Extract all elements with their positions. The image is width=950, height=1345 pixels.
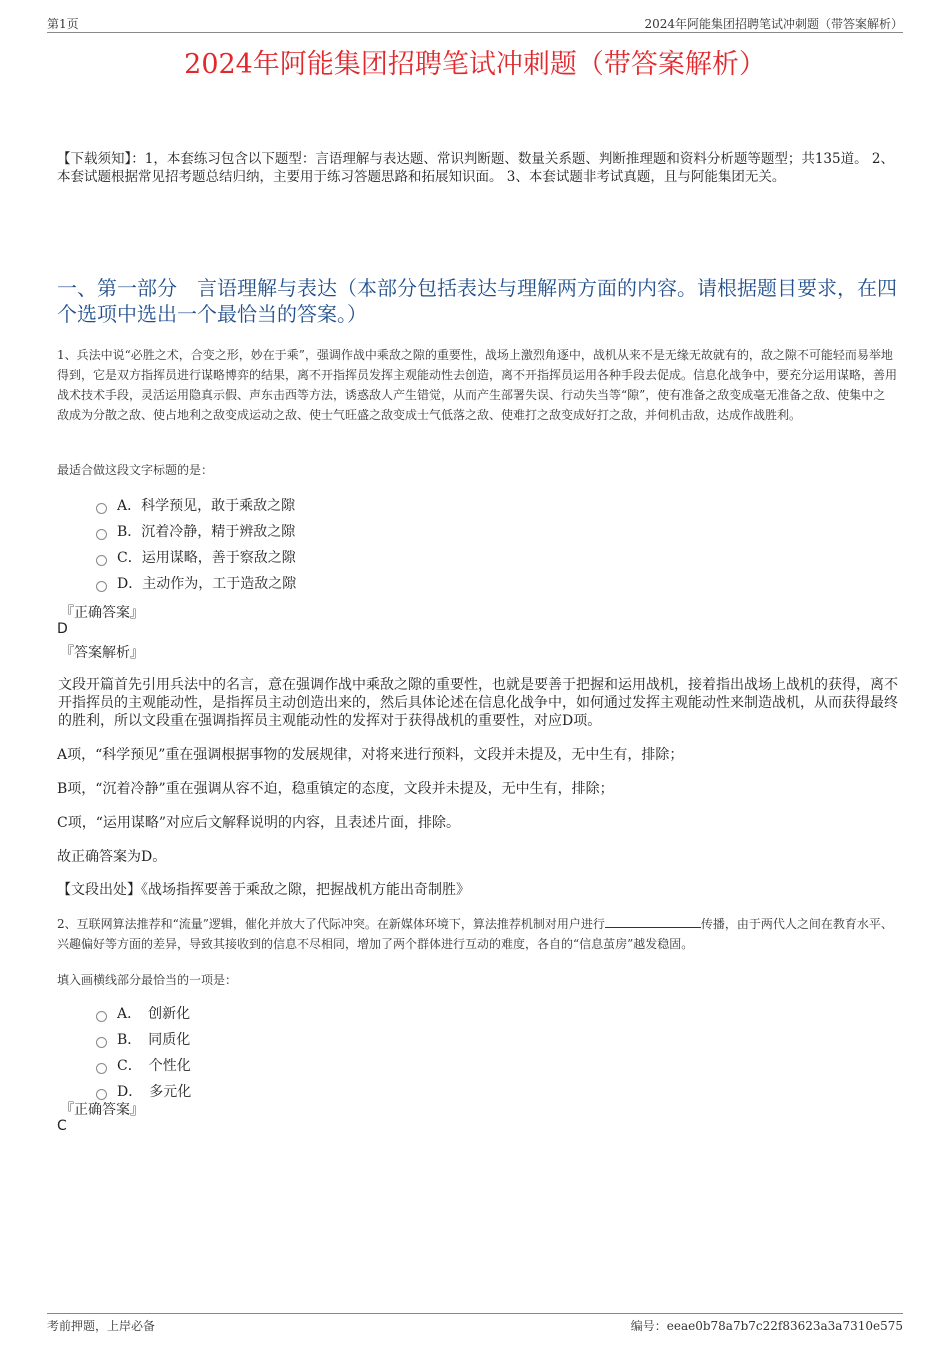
radio-icon[interactable]	[96, 503, 107, 514]
page-number: 第1页	[47, 17, 79, 31]
question-2-option-d[interactable]: D． 多元化	[96, 1079, 191, 1105]
question-1-analysis-label: 『答案解析』	[60, 645, 144, 661]
question-1-option-b[interactable]: B．沉着冷静，精于辨敌之隙	[96, 519, 296, 545]
question-2-option-c[interactable]: C． 个性化	[96, 1053, 191, 1079]
radio-icon[interactable]	[96, 1063, 107, 1074]
question-1-analysis-a: A项，“科学预见”重在强调根据事物的发展规律，对将来进行预料，文段并未提及，无中生有，排除；	[57, 747, 684, 763]
question-1-prompt: 最适合做这段文字标题的是：	[57, 463, 214, 477]
header-doc-title: 2024年阿能集团招聘笔试冲刺题（带答案解析）	[644, 17, 903, 31]
radio-icon[interactable]	[96, 1037, 107, 1048]
radio-icon[interactable]	[96, 1089, 107, 1100]
section-heading: 一、第一部分 言语理解与表达（本部分包括表达与理解两方面的内容。请根据题目要求，在四个选项中选出一个最恰当的答案。）	[57, 276, 897, 326]
question-1-answer-label: 『正确答案』	[60, 605, 144, 621]
question-2-prompt: 填入画横线部分最恰当的一项是：	[57, 973, 238, 987]
question-1-analysis-conclusion: 故正确答案为D。	[57, 849, 167, 865]
question-1-option-a[interactable]: A．科学预见，敢于乘敌之隙	[96, 493, 296, 519]
footer-serial: 编号：eeae0b78a7b7c22f83623a3a7310e575	[630, 1319, 903, 1333]
fill-in-blank	[605, 915, 701, 928]
question-2-answer-label: 『正确答案』	[60, 1102, 144, 1118]
question-2-options	[96, 1001, 191, 1105]
radio-icon[interactable]	[96, 555, 107, 566]
question-1-option-c[interactable]: C．运用谋略，善于察敌之隙	[96, 545, 296, 571]
question-2-option-b[interactable]: B． 同质化	[96, 1027, 191, 1053]
radio-icon[interactable]	[96, 581, 107, 592]
question-2-text: 2、互联网算法推荐和“流量”逻辑，催化并放大了代际冲突。在新媒体环境下，算法推荐机制对用户进行 传播，由于两代人之间在教育水平、兴趣偏好等方面的差异，导致其接收到的信息不尽相同，增加了两个群体进行互动的难度，各自的“信息茧房”越发稳固。	[57, 917, 893, 951]
document-title: 2024年阿能集团招聘笔试冲刺题（带答案解析）	[184, 49, 766, 80]
question-1-source: 【文段出处】《战场指挥要善于乘敌之隙，把握战机方能出奇制胜》	[57, 882, 470, 898]
page-header	[47, 12, 903, 33]
page-footer	[47, 1313, 903, 1333]
radio-icon[interactable]	[96, 529, 107, 540]
radio-icon[interactable]	[96, 1011, 107, 1022]
question-1-analysis-c: C项，“运用谋略”对应后文解释说明的内容，且表述片面，排除。	[57, 815, 461, 831]
download-notice: 【下载须知】：1，本套练习包含以下题型：言语理解与表达题、常识判断题、数量关系题、判断推理题和资料分析题等题型；共135道。 2、本套试题根据常见招考题总结归纳，主要用于练习答题思路和拓展知识面。 3、本套试题非考试真题，且与阿能集团无关。	[57, 151, 894, 185]
question-2-answer: C	[57, 1118, 67, 1134]
question-1-analysis-main: 文段开篇首先引用兵法中的名言，意在强调作战中乘敌之隙的重要性，也就是要善于把握和运用战机，接着指出战场上战机的获得，离不开指挥员的主观能动性，是指挥员主动创造出来的，然后具体论述在信息化战争中，如何通过发挥主观能动性来制造战机，从而获得最终的胜利，所以文段重在强调指挥员主观能动性的发挥对于获得战机的重要性，对应D项。	[58, 677, 898, 729]
question-1-text: 1、兵法中说“必胜之术，合变之形，妙在于乘”，强调作战中乘敌之隙的重要性，战场上激烈角逐中，战机从来不是无缘无故就有的，敌之隙不可能轻而易举地得到，它是双方指挥员进行谋略博弈的结果，离不开指挥员发挥主观能动性去创造，离不开指挥员运用各种手段去促成。信息化战争中，要充分运用谋略，善用战术技术手段，灵活运用隐真示假、声东击西等方法，诱惑敌人产生错觉，从而产生部署失误、行动失当等“隙”，使有准备之敌变成毫无准备之敌、使集中之敌成为分散之敌、使占地利之敌变成运动之敌、使士气旺盛之敌变成士气低落之敌、使难打之敌变成好打之敌，并伺机击敌，达成作战胜利。	[57, 348, 898, 422]
question-1-option-d[interactable]: D．主动作为，工于造敌之隙	[96, 571, 296, 597]
question-1-options	[96, 493, 296, 597]
question-2-option-a[interactable]: A． 创新化	[96, 1001, 191, 1027]
footer-slogan: 考前押题，上岸必备	[47, 1319, 156, 1333]
question-1-answer: D	[57, 621, 68, 637]
question-1-analysis-b: B项，“沉着冷静”重在强调从容不迫，稳重镇定的态度，文段并未提及，无中生有，排除；	[57, 781, 614, 797]
